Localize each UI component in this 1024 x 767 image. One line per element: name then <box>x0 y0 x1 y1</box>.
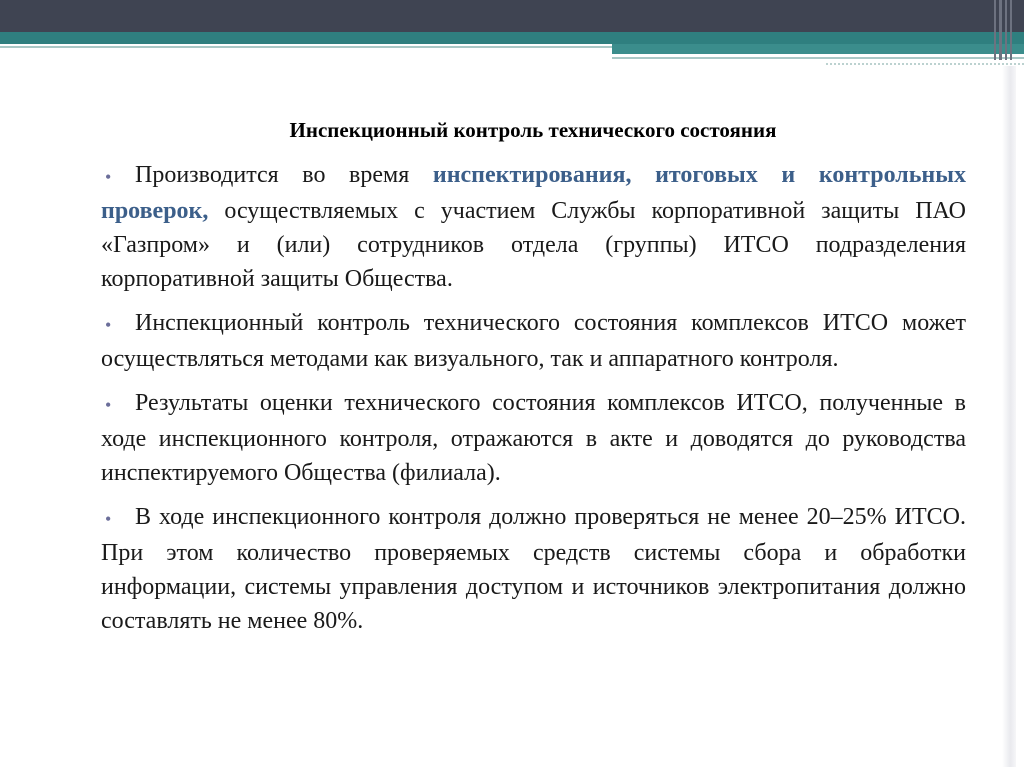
header-teal-stripe-right <box>612 44 1024 54</box>
bullet-item-1 <box>101 158 966 296</box>
header-dotted-line <box>826 63 1024 65</box>
corner-bar <box>999 0 1001 60</box>
bullet-item-4 <box>101 500 966 638</box>
bullet-text-before: Производится во время <box>135 162 433 188</box>
corner-bar <box>1005 0 1007 60</box>
bullet-text-after: осуществляемых с участием Службы корпоративной защиты ПАО «Газпром» и (или) сотрудников отдела (группы) ИТСО подразделения корпоративной защиты Общества. <box>101 198 966 292</box>
bullet-list <box>101 158 966 648</box>
header-thin-line <box>0 46 612 48</box>
bullet-icon: • <box>105 167 112 187</box>
bullet-text: В ходе инспекционного контроля должно проверяться не менее 20–25% ИТСО. При этом количество проверяемых средств системы сбора и обработки информации, системы управления доступом и источников электропитания должно составлять не менее 80%. <box>101 504 966 634</box>
slide-title: Инспекционный контроль технического состояния <box>289 118 777 142</box>
header-thin-line-right <box>612 57 1024 59</box>
corner-bar <box>994 0 996 60</box>
header-band <box>0 0 1024 32</box>
header-teal-stripe <box>0 32 1024 44</box>
bullet-item-3 <box>101 386 966 490</box>
bullet-text-highlight: инспектирования, итоговых и контрольных проверок, <box>101 162 966 224</box>
bullet-icon: • <box>105 315 112 335</box>
bullet-icon: • <box>105 395 112 415</box>
bullet-text: Результаты оценки технического состояния комплексов ИТСО, полученные в ходе инспекционного контроля, отражаются в акте и доводятся до руководства инспектируемого Общества (филиала). <box>101 390 966 486</box>
corner-bar <box>1010 0 1012 60</box>
bullet-item-2 <box>101 306 966 376</box>
right-edge-shadow <box>1002 66 1016 767</box>
bullet-icon: • <box>105 509 112 529</box>
bullet-text: Инспекционный контроль технического состояния комплексов ИТСО может осуществляться методами как визуального, так и аппаратного контроля. <box>101 310 966 372</box>
corner-bars-decoration <box>994 0 1012 60</box>
